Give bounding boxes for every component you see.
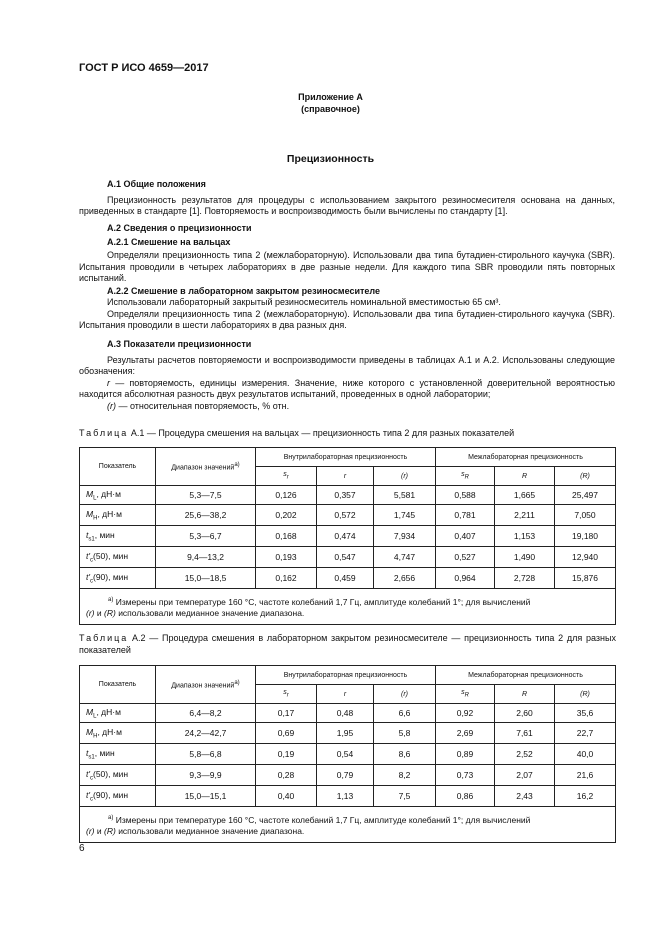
table-row [80, 505, 616, 526]
header-param: Показатель [80, 448, 156, 486]
table-cell: 22,7 [555, 723, 616, 744]
table-cell: 8,6 [374, 744, 436, 765]
header-sr: $s_r$ [256, 467, 317, 486]
header-range: Диапазон значений$^{a)}$ [156, 448, 256, 486]
table-row [80, 486, 616, 505]
table1-footnote-row [80, 589, 616, 625]
table-cell: 0,459 [317, 568, 374, 589]
table1-caption [79, 428, 616, 440]
annex-title: Приложение А [298, 92, 363, 102]
table-cell: 0,357 [317, 486, 374, 505]
header-R: R [495, 685, 555, 704]
table2-caption-text: А.2 — Процедура смешения в лабораторном закрытом резиносмесителе — прецизионность типа 2 для разных показателей [79, 633, 616, 655]
header-rel-R: (R) [555, 467, 616, 486]
header-within: Внутрилабораторная прецизионность [256, 666, 436, 685]
table-cell: 25,497 [555, 486, 616, 505]
header-rel-r: (r) [374, 467, 436, 486]
table-row [80, 786, 616, 807]
section-a3 [79, 339, 615, 412]
a1-text: Прецизионность результатов для процедуры с использованием закрытого резиносмесителя основана на данных, приведенных в стандарте [1]. Повторяемость и воспроизводимость были вычислены по стандарту [1]. [79, 194, 615, 216]
r-definition-text: — повторяемость, единицы измерения. Значение, ниже которого с установленной доверительной вероятностью находится абсолютная разность двух результатов испытаний, проведенных в одной лаборатории; [79, 377, 615, 399]
header-sR: $s_R$ [436, 467, 495, 486]
table-row [80, 744, 616, 765]
row-label: $M_H$, дН·м [80, 505, 156, 526]
row-label: $t_{s1}$, мин [80, 744, 156, 765]
row-label: $M_L$, дН·м [80, 486, 156, 505]
header-sR: $s_R$ [436, 685, 495, 704]
row-label: $M_H$, дН·м [80, 723, 156, 744]
table-cell: 0,17 [256, 704, 317, 723]
table-cell: 5,8—6,8 [156, 744, 256, 765]
header-rel-r: (r) [374, 685, 436, 704]
table-cell: 0,92 [436, 704, 495, 723]
header-rel-R: (R) [555, 685, 616, 704]
table-cell: 0,168 [256, 526, 317, 547]
table-cell: 15,0—18,5 [156, 568, 256, 589]
table-cell: 5,581 [374, 486, 436, 505]
table1-caption-text: А.1 — Процедура смешения на вальцах — прецизионность типа 2 для разных показателей [130, 428, 515, 438]
table-cell: 12,940 [555, 547, 616, 568]
table-row [80, 547, 616, 568]
table-cell: 6,4—8,2 [156, 704, 256, 723]
header-between: Межлабораторная прецизионность [436, 666, 616, 685]
header-param: Показатель [80, 666, 156, 704]
a22-heading: А.2.2 Смешение в лабораторном закрытом резиносмесителе [107, 285, 381, 296]
row-label: $t'_c(50)$, мин [80, 765, 156, 786]
table-cell: 15,876 [555, 568, 616, 589]
table-cell: 7,050 [555, 505, 616, 526]
row-label: $M_L$, дН·м [80, 704, 156, 723]
table2 [79, 665, 616, 843]
table-cell: 0,69 [256, 723, 317, 744]
header-r: r [317, 467, 374, 486]
table-cell: 1,153 [495, 526, 555, 547]
table-cell: 0,193 [256, 547, 317, 568]
table-cell: 7,61 [495, 723, 555, 744]
table-cell: 5,3—7,5 [156, 486, 256, 505]
table-cell: 35,6 [555, 704, 616, 723]
row-label: $t'_c(50)$, мин [80, 547, 156, 568]
header-r: r [317, 685, 374, 704]
table-cell: 2,07 [495, 765, 555, 786]
table-cell: 0,89 [436, 744, 495, 765]
table-cell: 2,43 [495, 786, 555, 807]
table-cell: 2,656 [374, 568, 436, 589]
table1-footnote: $^{a)}$ Измерены при температуре 160 °С, частоте колебаний 1,7 Гц, амплитуде колебаний 1°; для вычислений (r) и (R) использовали медианное значение диапазона. [80, 589, 616, 625]
table2-caption-word: Таблица [79, 633, 129, 643]
page-number: 6 [79, 843, 85, 854]
table-cell: 0,40 [256, 786, 317, 807]
table-cell: 0,964 [436, 568, 495, 589]
header-sr: $s_r$ [256, 685, 317, 704]
table-cell: 24,2—42,7 [156, 723, 256, 744]
table-cell: 0,162 [256, 568, 317, 589]
table-cell: 21,6 [555, 765, 616, 786]
a21-text: Определяли прецизионность типа 2 (межлабораторную). Использовали два типа бутадиен-стирольного каучука (SBR). Испытания проводили в четырех лабораториях в две разные недели. Для каждого типа SBR проводили пять повторных испытаний. [79, 250, 615, 283]
table-cell: 16,2 [555, 786, 616, 807]
table-cell: 0,73 [436, 765, 495, 786]
section-a1 [79, 179, 615, 218]
table-cell: 0,86 [436, 786, 495, 807]
table-row [80, 723, 616, 744]
table-cell: 1,95 [317, 723, 374, 744]
table-cell: 8,2 [374, 765, 436, 786]
table-cell: 0,527 [436, 547, 495, 568]
table1 [79, 447, 616, 625]
table-cell: 9,3—9,9 [156, 765, 256, 786]
table-cell: 0,572 [317, 505, 374, 526]
rel-r-symbol: (r) [107, 400, 116, 411]
table-cell: 0,588 [436, 486, 495, 505]
table-cell: 0,79 [317, 765, 374, 786]
table2-footnote-row [80, 807, 616, 843]
table-cell: 40,0 [555, 744, 616, 765]
a21-heading: А.2.1 Смешение на вальцах [107, 236, 231, 247]
table-cell: 1,490 [495, 547, 555, 568]
a3-r-definition [79, 378, 615, 401]
main-title: Прецизионность [286, 153, 375, 165]
r-symbol: r [107, 377, 110, 388]
header-range: Диапазон значений$^{a)}$ [156, 666, 256, 704]
document-id: ГОСТ Р ИСО 4659—2017 [79, 62, 209, 74]
table1-caption-word: Таблица [79, 428, 129, 438]
table-cell: 2,69 [436, 723, 495, 744]
table-cell: 5,8 [374, 723, 436, 744]
table-cell: 5,3—6,7 [156, 526, 256, 547]
rel-r-definition-text: — относительная повторяемость, % отн. [116, 400, 290, 411]
table-cell: 1,745 [374, 505, 436, 526]
row-label: $t_{s1}$, мин [80, 526, 156, 547]
annex-subtitle: (справочное) [301, 104, 360, 114]
table2-caption [79, 633, 616, 656]
table-row [80, 704, 616, 723]
row-label: $t'_c(90)$, мин [80, 786, 156, 807]
header-between: Межлабораторная прецизионность [436, 448, 616, 467]
table-cell: 15,0—15,1 [156, 786, 256, 807]
table2-footnote: $^{a)}$ Измерены при температуре 160 °С, частоте колебаний 1,7 Гц, амплитуде колебаний 1°; для вычислений (r) и (R) использовали медианное значение диапазона. [80, 807, 616, 843]
table-cell: 2,60 [495, 704, 555, 723]
table-cell: 2,728 [495, 568, 555, 589]
table-cell: 7,5 [374, 786, 436, 807]
table-row [80, 526, 616, 547]
table-cell: 0,474 [317, 526, 374, 547]
header-within: Внутрилабораторная прецизионность [256, 448, 436, 467]
a3-rel-r-definition [79, 401, 615, 413]
table-cell: 4,747 [374, 547, 436, 568]
table-cell: 0,48 [317, 704, 374, 723]
table-cell: 19,180 [555, 526, 616, 547]
a22-text1: Использовали лабораторный закрытый резиносмеситель номинальной вместимостью 65 см³. [107, 297, 501, 307]
table-row [80, 568, 616, 589]
a3-heading: А.3 Показатели прецизионности [107, 339, 252, 349]
table-cell: 6,6 [374, 704, 436, 723]
a1-heading: А.1 Общие положения [107, 179, 206, 189]
a2-heading: А.2 Сведения о прецизионности [107, 223, 252, 233]
table-cell: 0,547 [317, 547, 374, 568]
section-a2 [79, 223, 615, 332]
table-cell: 9,4—13,2 [156, 547, 256, 568]
table-cell: 0,126 [256, 486, 317, 505]
table-cell: 25,6—38,2 [156, 505, 256, 526]
table-cell: 0,781 [436, 505, 495, 526]
table-cell: 0,28 [256, 765, 317, 786]
a22-text2: Определяли прецизионность типа 2 (межлабораторную). Использовали два типа бутадиен-стирольного каучука (SBR). Испытания проводили в шести лабораториях в два разных дня. [79, 308, 615, 330]
a3-text: Результаты расчетов повторяемости и воспроизводимости приведены в таблицах А.1 и А.2. Использованы следующие обозначения: [79, 354, 615, 376]
table-cell: 1,665 [495, 486, 555, 505]
table-cell: 7,934 [374, 526, 436, 547]
table-cell: 0,19 [256, 744, 317, 765]
table-row [80, 765, 616, 786]
table-cell: 0,202 [256, 505, 317, 526]
table-cell: 0,54 [317, 744, 374, 765]
row-label: $t'_c(90)$, мин [80, 568, 156, 589]
table-cell: 1,13 [317, 786, 374, 807]
header-R: R [495, 467, 555, 486]
table-cell: 2,52 [495, 744, 555, 765]
table-cell: 2,211 [495, 505, 555, 526]
table-cell: 0,407 [436, 526, 495, 547]
